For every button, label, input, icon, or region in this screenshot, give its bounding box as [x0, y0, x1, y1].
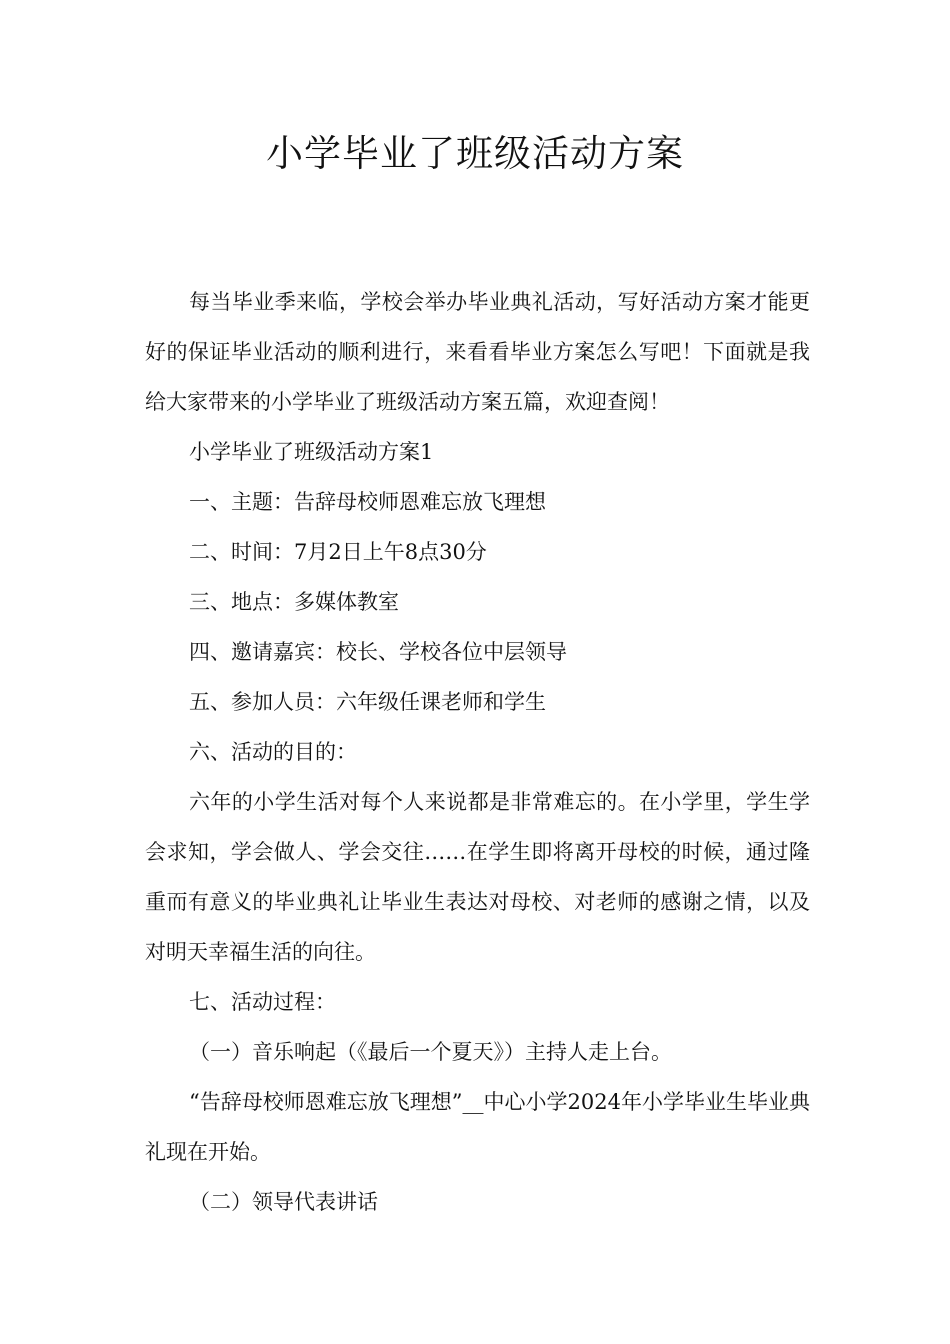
list-item-process: 七、活动过程： — [189, 990, 336, 1014]
opening-announcement: “告辞母校师恩难忘放飞理想”__中心小学2024年小学毕业生毕业典礼现在开始。 — [145, 1090, 810, 1164]
section-heading: 小学毕业了班级活动方案1 — [189, 440, 434, 464]
list-item-participants: 五、参加人员：六年级任课老师和学生 — [189, 690, 546, 714]
list-item-time: 二、时间：7月2日上午8点30分 — [189, 540, 487, 564]
document-title: 小学毕业了班级活动方案 — [266, 132, 684, 175]
list-item-guests: 四、邀请嘉宾：校长、学校各位中层领导 — [189, 640, 567, 664]
intro-paragraph: 每当毕业季来临，学校会举办毕业典礼活动，写好活动方案才能更好的保证毕业活动的顺利进行，来看看毕业方案怎么写吧！下面就是我给大家带来的小学毕业了班级活动方案五篇，欢迎查阅！ — [145, 290, 810, 414]
list-item-location: 三、地点：多媒体教室 — [189, 590, 399, 614]
process-step-1: （一）音乐响起（《最后一个夏天》）主持人走上台。 — [189, 1040, 672, 1064]
purpose-paragraph: 六年的小学生活对每个人来说都是非常难忘的。在小学里，学生学会求知，学会做人、学会交往……在学生即将离开母校的时候，通过隆重而有意义的毕业典礼让毕业生表达对母校、对老师的感谢之情，以及对明天幸福生活的向往。 — [145, 790, 810, 964]
document-body — [145, 277, 810, 1227]
process-step-2: （二）领导代表讲话 — [189, 1190, 378, 1214]
list-item-purpose: 六、活动的目的： — [189, 740, 357, 764]
list-item-theme: 一、主题：告辞母校师恩难忘放飞理想 — [189, 490, 546, 514]
